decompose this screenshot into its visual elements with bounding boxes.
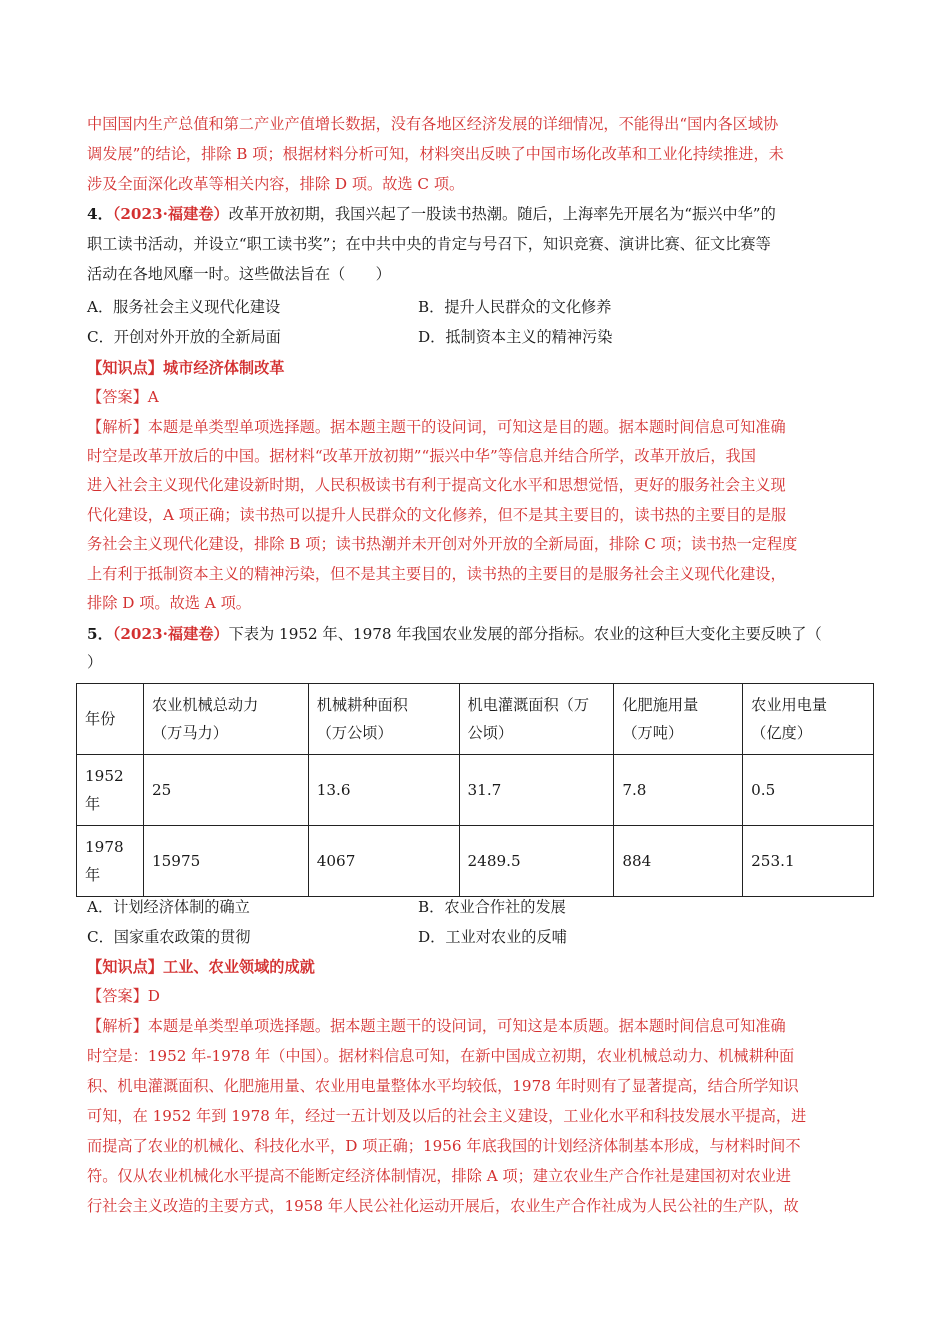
q4-option-a: A．服务社会主义现代化建设 [87, 298, 281, 316]
q5-answer [87, 981, 160, 1011]
q4-answer-value: A [147, 388, 159, 406]
table-header-cell: 农业用电量 （亿度） [743, 684, 874, 755]
q5-knowledge-label: 【知识点】 [87, 958, 163, 976]
q4-analysis-line-1 [87, 412, 786, 442]
table-row [77, 755, 874, 826]
table-cell: 4067 [308, 826, 459, 897]
q4-analysis-label: 【解析】 [87, 418, 148, 436]
table-header-cell: 机械耕种面积 （万公顷） [308, 684, 459, 755]
q4-answer [87, 382, 159, 412]
q5-answer-value: D [147, 987, 160, 1005]
q5-stem-text-1: 下表为 1952 年、1978 年我国农业发展的部分指标。农业的这种巨大变化主要反映了（ [228, 625, 822, 643]
table-cell: 2489.5 [459, 826, 614, 897]
q4-source: （2023·福建卷） [112, 205, 229, 223]
q5-knowledge-point [87, 952, 315, 982]
table-cell: 13.6 [308, 755, 459, 826]
q4-analysis-line-6: 上有利于抵制资本主义的精神污染，但不是其主要目的，读书热的主要目的是服务社会主义现代化建设， [87, 565, 786, 583]
q5-analysis-line-1 [87, 1011, 786, 1041]
q4-knowledge-value: 城市经济体制改革 [162, 359, 285, 377]
q5-option-b: B．农业合作社的发展 [418, 898, 566, 916]
q4-option-b: B．提升人民群众的文化修养 [418, 298, 612, 316]
q4-analysis-line-3: 进入社会主义现代化建设新时期，人民积极读书有利于提高文化水平和思想觉悟，更好的服务社会主义现 [87, 476, 786, 494]
table-cell-year: 1952 年 [77, 755, 144, 826]
q5-analysis-line-4: 可知，在 1952 年到 1978 年，经过一五计划及以后的社会主义建设，工业化水平和科技发展水平提高，进 [87, 1107, 807, 1125]
q4-option-c: C．开创对外开放的全新局面 [87, 328, 281, 346]
q5-analysis-line-5: 而提高了农业的机械化、科技化水平，D 项正确；1956 年底我国的计划经济体制基本形成，与材料时间不 [87, 1137, 801, 1155]
q4-knowledge-point [87, 353, 284, 383]
q4-knowledge-label: 【知识点】 [87, 359, 163, 377]
q5-answer-label: 【答案】 [87, 987, 148, 1005]
table-cell: 7.8 [614, 755, 743, 826]
table-cell: 25 [143, 755, 308, 826]
q4-analysis-line-4: 代化建设，A 项正确；读书热可以提升人民群众的文化修养，但不是其主要目的，读书热的主要目的是服 [87, 506, 787, 524]
q4-option-d: D．抵制资本主义的精神污染 [418, 328, 613, 346]
q4-stem-line-3: 活动在各地风靡一时。这些做法旨在（ ） [87, 265, 391, 283]
q5-option-a: A．计划经济体制的确立 [87, 898, 250, 916]
prev-explanation-line-2: 调发展”的结论，排除 B 项；根据材料分析可知，材料突出反映了中国市场化改革和工业化持续推进，未 [87, 145, 784, 163]
table-header-cell: 年份 [77, 684, 144, 755]
agriculture-indicator-table [76, 683, 874, 897]
table-cell: 15975 [143, 826, 308, 897]
q4-analysis-text-1: 本题是单类型单项选择题。据本题主题干的设问词，可知这是目的题。据本题时间信息可知准确 [147, 418, 786, 436]
table-header-cell: 机电灌溉面积（万 公顷） [459, 684, 614, 755]
table-header-row [77, 684, 874, 755]
q4-stem-line-1 [87, 199, 776, 229]
q5-analysis-line-6: 符。仅从农业机械化水平提高不能断定经济体制情况，排除 A 项；建立农业生产合作社是建国初对农业进 [87, 1167, 792, 1185]
q5-stem-line-2: ） [87, 653, 103, 671]
table-cell: 31.7 [459, 755, 614, 826]
q4-analysis-line-7: 排除 D 项。故选 A 项。 [87, 594, 251, 612]
table-header-cell: 化肥施用量 （万吨） [614, 684, 743, 755]
q5-source: （2023·福建卷） [112, 625, 229, 643]
q5-analysis-text-1: 本题是单类型单项选择题。据本题主题干的设问词，可知这是本质题。据本题时间信息可知准确 [147, 1017, 786, 1035]
table-header-cell: 农业机械总动力 （万马力） [143, 684, 308, 755]
table-cell: 884 [614, 826, 743, 897]
q4-stem-line-2: 职工读书活动，并设立“职工读书奖”；在中共中央的肯定与号召下，知识竞赛、演讲比赛、征文比赛等 [87, 235, 771, 253]
q5-option-c: C．国家重农政策的贯彻 [87, 928, 251, 946]
q4-number: 4． [87, 205, 113, 223]
q4-answer-label: 【答案】 [87, 388, 148, 406]
q4-analysis-line-2: 时空是改革开放后的中国。据材料“改革开放初期”“振兴中华”等信息并结合所学，改革开放后，我国 [87, 447, 756, 465]
table-row [77, 826, 874, 897]
q5-analysis-line-3: 积、机电灌溉面积、化肥施用量、农业用电量整体水平均较低，1978 年时则有了显著提高，结合所学知识 [87, 1077, 799, 1095]
q5-analysis-line-7: 行社会主义改造的主要方式，1958 年人民公社化运动开展后，农业生产合作社成为人民公社的生产队，故 [87, 1197, 799, 1215]
q5-stem-line-1 [87, 619, 822, 649]
prev-explanation-line-3: 涉及全面深化改革等相关内容，排除 D 项。故选 C 项。 [87, 175, 465, 193]
prev-explanation-line-1: 中国国内生产总值和第二产业产值增长数据，没有各地区经济发展的详细情况，不能得出“国内各区域协 [87, 115, 779, 133]
table-cell: 253.1 [743, 826, 874, 897]
q4-analysis-line-5: 务社会主义现代化建设，排除 B 项；读书热潮并未开创对外开放的全新局面，排除 C 项；读书热一定程度 [87, 535, 798, 553]
q4-stem-text-1: 改革开放初期，我国兴起了一股读书热潮。随后，上海率先开展名为“振兴中华”的 [228, 205, 776, 223]
q5-option-d: D．工业对农业的反哺 [418, 928, 567, 946]
q5-analysis-line-2: 时空是：1952 年-1978 年（中国）。据材料信息可知，在新中国成立初期，农业机械总动力、机械耕种面 [87, 1047, 795, 1065]
table-cell: 0.5 [743, 755, 874, 826]
q5-analysis-label: 【解析】 [87, 1017, 148, 1035]
table-cell-year: 1978 年 [77, 826, 144, 897]
q5-number: 5． [87, 625, 113, 643]
q5-knowledge-value: 工业、农业领域的成就 [162, 958, 315, 976]
